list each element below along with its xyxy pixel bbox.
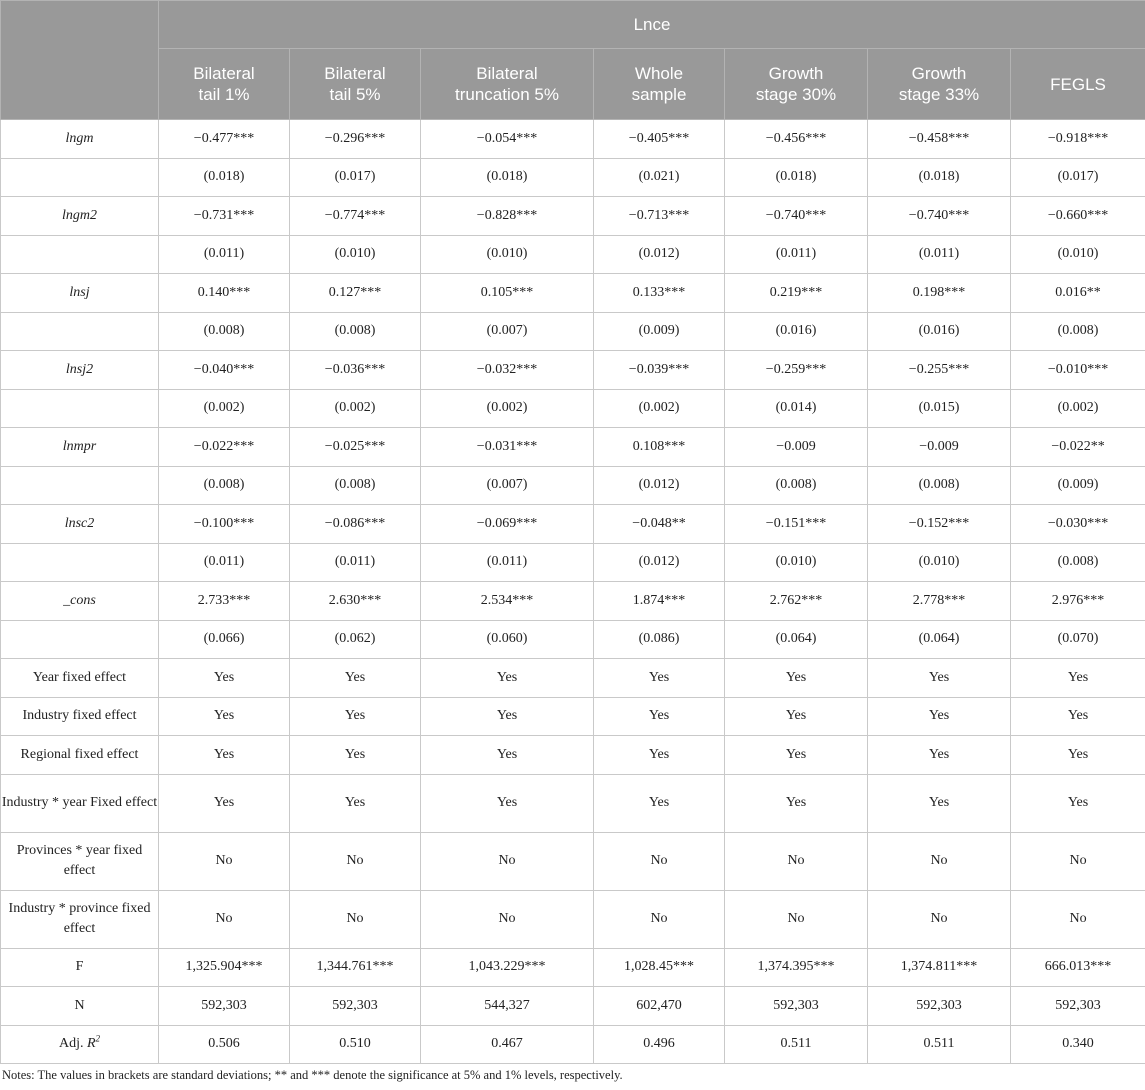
table-cell: (0.011)	[421, 543, 594, 582]
row-label	[1, 543, 159, 582]
table-cell: 592,303	[1011, 987, 1145, 1026]
row-label	[1, 1025, 159, 1064]
row-label	[1, 235, 159, 274]
table-cell: −0.054***	[421, 120, 594, 159]
column-header-line: Whole	[634, 64, 684, 83]
table-cell: Yes	[594, 697, 725, 736]
table-cell: (0.009)	[1011, 466, 1145, 505]
table-cell: Yes	[159, 659, 290, 698]
row-label-text: _cons	[63, 592, 96, 608]
table-cell: −0.100***	[159, 505, 290, 544]
table-cell: (0.008)	[290, 466, 421, 505]
table-cell: (0.016)	[725, 312, 868, 351]
table-cell: (0.011)	[290, 543, 421, 582]
row-label	[1, 774, 159, 832]
table-cell: (0.008)	[159, 312, 290, 351]
table-cell: No	[159, 832, 290, 890]
table-row	[1, 659, 1145, 698]
table-row	[1, 389, 1145, 428]
table-row	[1, 736, 1145, 775]
column-header-line: truncation 5%	[455, 85, 559, 104]
table-cell: (0.017)	[290, 158, 421, 197]
table-cell: 544,327	[421, 987, 594, 1026]
table-cell: −0.477***	[159, 120, 290, 159]
table-cell: (0.018)	[725, 158, 868, 197]
table-cell: Yes	[725, 774, 868, 832]
table-cell: 1,374.811***	[868, 948, 1011, 987]
row-label-text: lngm	[65, 130, 94, 146]
header-corner-cell	[1, 1, 159, 120]
column-header-5	[725, 49, 868, 120]
table-cell: −0.086***	[290, 505, 421, 544]
table-cell: No	[1011, 832, 1145, 890]
table-cell: No	[868, 832, 1011, 890]
table-row	[1, 832, 1145, 890]
row-label	[1, 987, 159, 1026]
table-cell: 1.874***	[594, 582, 725, 621]
row-label	[1, 582, 159, 621]
table-cell: 0.511	[868, 1025, 1011, 1064]
table-cell: (0.011)	[159, 235, 290, 274]
table-cell: −0.010***	[1011, 351, 1145, 390]
table-row	[1, 274, 1145, 313]
row-label	[1, 736, 159, 775]
column-header-line: Growth	[768, 64, 824, 83]
table-cell: 0.016**	[1011, 274, 1145, 313]
table-cell: −0.036***	[290, 351, 421, 390]
table-cell: 0.496	[594, 1025, 725, 1064]
table-cell: −0.031***	[421, 428, 594, 467]
table-cell: −0.048**	[594, 505, 725, 544]
table-cell: 0.127***	[290, 274, 421, 313]
table-cell: −0.039***	[594, 351, 725, 390]
row-label	[1, 428, 159, 467]
row-label-text: Industry * year Fixed effect	[1, 795, 158, 810]
italic-r: R	[86, 1036, 96, 1052]
column-header-2	[290, 49, 421, 120]
table-footnote: Notes: The values in brackets are standard deviations; ** and *** denote the significance at 5% and 1% levels, respectively.	[2, 1068, 623, 1082]
table-cell: Yes	[725, 736, 868, 775]
table-row	[1, 312, 1145, 351]
table-cell: 0.467	[421, 1025, 594, 1064]
table-cell: Yes	[421, 736, 594, 775]
table-cell: 0.198***	[868, 274, 1011, 313]
row-label-text: Industry fixed effect	[22, 708, 137, 724]
table-cell: (0.008)	[159, 466, 290, 505]
table-cell: (0.062)	[290, 620, 421, 659]
table-cell: No	[421, 832, 594, 890]
table-cell: No	[725, 832, 868, 890]
table-row	[1, 466, 1145, 505]
row-label-text: Industry * province fixed effect	[8, 901, 151, 936]
row-label	[1, 197, 159, 236]
column-header-line: FEGLS	[1050, 74, 1106, 94]
table-cell: (0.010)	[290, 235, 421, 274]
table-cell: 0.219***	[725, 274, 868, 313]
table-cell: Yes	[594, 774, 725, 832]
table-cell: (0.021)	[594, 158, 725, 197]
table-cell: 2.976***	[1011, 582, 1145, 621]
table-row	[1, 235, 1145, 274]
table-cell: Yes	[1011, 659, 1145, 698]
table-cell: Yes	[868, 659, 1011, 698]
table-cell: −0.032***	[421, 351, 594, 390]
table-cell: (0.007)	[421, 312, 594, 351]
table-cell: −0.022**	[1011, 428, 1145, 467]
table-cell: −0.713***	[594, 197, 725, 236]
table-cell: 1,043.229***	[421, 948, 594, 987]
table-cell: 1,028.45***	[594, 948, 725, 987]
table-row	[1, 120, 1145, 159]
table-cell: No	[290, 890, 421, 948]
table-cell: 0.140***	[159, 274, 290, 313]
table-cell: (0.010)	[421, 235, 594, 274]
table-cell: (0.011)	[159, 543, 290, 582]
table-cell: (0.012)	[594, 543, 725, 582]
table-cell: (0.002)	[290, 389, 421, 428]
table-row	[1, 620, 1145, 659]
table-cell: −0.918***	[1011, 120, 1145, 159]
table-cell: Yes	[290, 736, 421, 775]
row-label	[1, 697, 159, 736]
column-header-4	[594, 49, 725, 120]
table-cell: Yes	[1011, 736, 1145, 775]
table-row	[1, 987, 1145, 1026]
row-label	[1, 351, 159, 390]
table-row	[1, 582, 1145, 621]
column-header-line: tail 5%	[329, 85, 381, 104]
row-label-text: lnsc2	[64, 515, 95, 531]
table-row	[1, 158, 1145, 197]
table-cell: (0.018)	[868, 158, 1011, 197]
table-row	[1, 505, 1145, 544]
table-cell: (0.002)	[594, 389, 725, 428]
row-label	[1, 890, 159, 948]
table-cell: Yes	[421, 659, 594, 698]
table-cell: 1,344.761***	[290, 948, 421, 987]
table-cell: (0.008)	[290, 312, 421, 351]
table-cell: −0.405***	[594, 120, 725, 159]
table-cell: 602,470	[594, 987, 725, 1026]
table-row	[1, 948, 1145, 987]
table-cell: −0.828***	[421, 197, 594, 236]
table-cell: (0.002)	[1011, 389, 1145, 428]
column-header-line: Growth	[911, 64, 967, 83]
table-cell: 0.108***	[594, 428, 725, 467]
table-row	[1, 1025, 1145, 1064]
table-cell: (0.011)	[725, 235, 868, 274]
table-cell: −0.255***	[868, 351, 1011, 390]
column-header-6	[868, 49, 1011, 120]
table-cell: 1,325.904***	[159, 948, 290, 987]
table-cell: −0.069***	[421, 505, 594, 544]
table-cell: Yes	[1011, 774, 1145, 832]
table-row	[1, 697, 1145, 736]
table-cell: −0.458***	[868, 120, 1011, 159]
table-cell: (0.016)	[868, 312, 1011, 351]
row-label	[1, 832, 159, 890]
table-cell: No	[159, 890, 290, 948]
table-cell: Yes	[868, 774, 1011, 832]
table-cell: No	[290, 832, 421, 890]
table-cell: (0.070)	[1011, 620, 1145, 659]
table-cell: −0.030***	[1011, 505, 1145, 544]
table-cell: −0.022***	[159, 428, 290, 467]
row-label-superscript: 2	[95, 1033, 101, 1044]
table-cell: −0.040***	[159, 351, 290, 390]
table-cell: −0.660***	[1011, 197, 1145, 236]
table-cell: (0.007)	[421, 466, 594, 505]
table-cell: (0.008)	[1011, 312, 1145, 351]
table-cell: −0.740***	[725, 197, 868, 236]
table-row	[1, 197, 1145, 236]
table-cell: Yes	[594, 659, 725, 698]
row-label	[1, 312, 159, 351]
table-cell: (0.008)	[868, 466, 1011, 505]
table-cell: (0.008)	[725, 466, 868, 505]
table-cell: 0.133***	[594, 274, 725, 313]
table-cell: Yes	[594, 736, 725, 775]
table-cell: Yes	[725, 697, 868, 736]
table-row	[1, 774, 1145, 832]
table-cell: Yes	[1011, 697, 1145, 736]
table-cell: 2.778***	[868, 582, 1011, 621]
row-label-text: Adj. R	[58, 1036, 96, 1052]
column-header-line: Bilateral	[324, 64, 386, 83]
table-cell: Yes	[868, 736, 1011, 775]
table-cell: 0.340	[1011, 1025, 1145, 1064]
table-cell: −0.009	[725, 428, 868, 467]
table-cell: (0.002)	[421, 389, 594, 428]
table-cell: 592,303	[725, 987, 868, 1026]
table-row	[1, 428, 1145, 467]
row-label	[1, 389, 159, 428]
table-cell: Yes	[421, 774, 594, 832]
table-cell: Yes	[290, 774, 421, 832]
column-header-7	[1011, 49, 1145, 120]
table-cell: (0.018)	[421, 158, 594, 197]
table-cell: Yes	[868, 697, 1011, 736]
table-cell: (0.086)	[594, 620, 725, 659]
table-cell: −0.009	[868, 428, 1011, 467]
table-row	[1, 351, 1145, 390]
table-cell: (0.008)	[1011, 543, 1145, 582]
table-cell: Yes	[290, 697, 421, 736]
table-cell: 592,303	[868, 987, 1011, 1026]
row-label-text: lnsj2	[65, 361, 94, 377]
table-cell: −0.740***	[868, 197, 1011, 236]
table-cell: 2.733***	[159, 582, 290, 621]
row-label-text: lnsj	[69, 284, 90, 300]
table-cell: 1,374.395***	[725, 948, 868, 987]
table-cell: −0.025***	[290, 428, 421, 467]
table-cell: 0.506	[159, 1025, 290, 1064]
table-cell: −0.774***	[290, 197, 421, 236]
table-cell: −0.259***	[725, 351, 868, 390]
row-label	[1, 120, 159, 159]
table-cell: Yes	[159, 736, 290, 775]
table-cell: Yes	[159, 774, 290, 832]
table-cell: (0.060)	[421, 620, 594, 659]
row-label-text: Regional fixed effect	[20, 746, 139, 762]
table-cell: 592,303	[159, 987, 290, 1026]
table-row	[1, 890, 1145, 948]
table-cell: 2.630***	[290, 582, 421, 621]
table-cell: 0.105***	[421, 274, 594, 313]
table-cell: No	[594, 832, 725, 890]
table-cell: Yes	[290, 659, 421, 698]
row-label-text: lnmpr	[62, 438, 97, 454]
table-cell: (0.015)	[868, 389, 1011, 428]
table-cell: No	[594, 890, 725, 948]
column-header-1	[159, 49, 290, 120]
column-header-line: Bilateral	[476, 64, 538, 83]
table-cell: Yes	[159, 697, 290, 736]
table-cell: −0.731***	[159, 197, 290, 236]
table-cell: (0.009)	[594, 312, 725, 351]
column-header-line: tail 1%	[198, 85, 250, 104]
column-header-line: Bilateral	[193, 64, 255, 83]
table-cell: (0.018)	[159, 158, 290, 197]
table-cell: −0.152***	[868, 505, 1011, 544]
row-label-text: Year fixed effect	[32, 669, 127, 685]
row-label	[1, 659, 159, 698]
row-label	[1, 948, 159, 987]
row-label-text: lngm2	[62, 207, 97, 223]
table-cell: 666.013***	[1011, 948, 1145, 987]
table-cell: (0.064)	[725, 620, 868, 659]
table-cell: (0.010)	[725, 543, 868, 582]
header-dependent-variable: Lnce	[159, 1, 1145, 49]
table-cell: (0.017)	[1011, 158, 1145, 197]
table-cell: 0.511	[725, 1025, 868, 1064]
table-cell: Yes	[421, 697, 594, 736]
column-header-line: stage 30%	[755, 85, 837, 104]
table-cell: (0.012)	[594, 466, 725, 505]
row-label-text: Provinces * year fixed effect	[16, 843, 143, 878]
table-cell: No	[725, 890, 868, 948]
table-cell: (0.064)	[868, 620, 1011, 659]
table-cell: (0.002)	[159, 389, 290, 428]
table-cell: No	[1011, 890, 1145, 948]
row-label-text: F	[75, 959, 84, 975]
table-cell: −0.151***	[725, 505, 868, 544]
table-cell: No	[868, 890, 1011, 948]
row-label	[1, 505, 159, 544]
table-row	[1, 543, 1145, 582]
row-label	[1, 620, 159, 659]
row-label-text: N	[74, 997, 85, 1013]
table-cell: 2.534***	[421, 582, 594, 621]
table-cell: (0.011)	[868, 235, 1011, 274]
table-cell: (0.066)	[159, 620, 290, 659]
table-cell: No	[421, 890, 594, 948]
table-cell: −0.456***	[725, 120, 868, 159]
table-cell: 592,303	[290, 987, 421, 1026]
table-cell: 2.762***	[725, 582, 868, 621]
table-cell: −0.296***	[290, 120, 421, 159]
row-label	[1, 466, 159, 505]
table-cell: Yes	[725, 659, 868, 698]
table-cell: (0.014)	[725, 389, 868, 428]
table-cell: (0.010)	[1011, 235, 1145, 274]
table-cell: 0.510	[290, 1025, 421, 1064]
column-header-line: stage 33%	[898, 85, 980, 104]
row-label	[1, 158, 159, 197]
column-header-3	[421, 49, 594, 120]
table-cell: (0.012)	[594, 235, 725, 274]
table-cell: (0.010)	[868, 543, 1011, 582]
column-header-line: sample	[631, 85, 687, 104]
row-label	[1, 274, 159, 313]
